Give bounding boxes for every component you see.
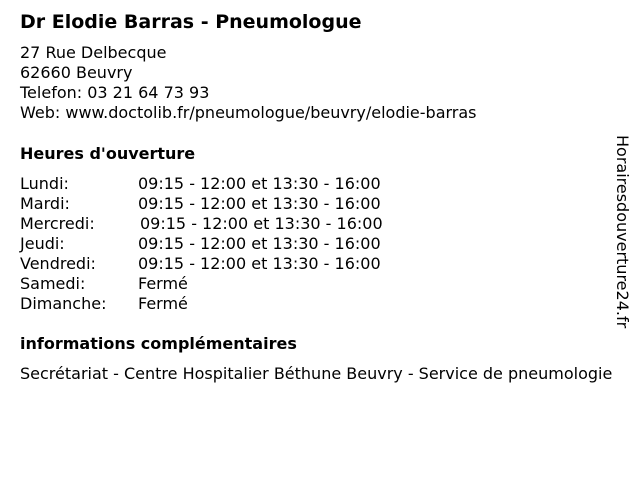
- hours-row-monday: [20, 174, 500, 194]
- day-label: Jeudi:: [20, 234, 65, 253]
- phone-number: Telefon: 03 21 64 73 93: [20, 83, 210, 102]
- opening-hours-heading: Heures d'ouverture: [20, 144, 196, 163]
- hours-row-thursday: [20, 234, 500, 254]
- additional-info-heading: informations complémentaires: [20, 334, 297, 353]
- hours-row-saturday: [20, 274, 500, 294]
- address-block: [20, 43, 477, 123]
- day-label: Mardi:: [20, 194, 70, 213]
- hours-row-wednesday: [20, 214, 500, 234]
- website-line: Web: www.doctolib.fr/pneumologue/beuvry/elodie-barras: [20, 103, 477, 122]
- day-label: Lundi:: [20, 174, 69, 193]
- day-label: Mercredi:: [20, 214, 95, 233]
- day-label: Vendredi:: [20, 254, 96, 273]
- site-watermark: Horairesdouverture24.fr: [613, 135, 632, 329]
- time-range: 09:15 - 12:00 et 13:30 - 16:00: [138, 254, 381, 273]
- hours-row-tuesday: [20, 194, 500, 214]
- hours-row-friday: [20, 254, 500, 274]
- additional-info-text: Secrétariat - Centre Hospitalier Béthune Beuvry - Service de pneumologie: [20, 364, 613, 383]
- address-street: 27 Rue Delbecque: [20, 43, 167, 62]
- page-title: Dr Elodie Barras - Pneumologue: [20, 11, 362, 33]
- time-range: 09:15 - 12:00 et 13:30 - 16:00: [138, 194, 381, 213]
- time-range: Fermé: [138, 274, 188, 293]
- address-city: 62660 Beuvry: [20, 63, 133, 82]
- time-range: 09:15 - 12:00 et 13:30 - 16:00: [138, 174, 381, 193]
- day-label: Dimanche:: [20, 294, 107, 313]
- day-label: Samedi:: [20, 274, 86, 293]
- time-range: Fermé: [138, 294, 188, 313]
- time-range: 09:15 - 12:00 et 13:30 - 16:00: [138, 234, 381, 253]
- hours-row-sunday: [20, 294, 500, 314]
- opening-hours-table: [20, 174, 500, 314]
- time-range: 09:15 - 12:00 et 13:30 - 16:00: [140, 214, 383, 233]
